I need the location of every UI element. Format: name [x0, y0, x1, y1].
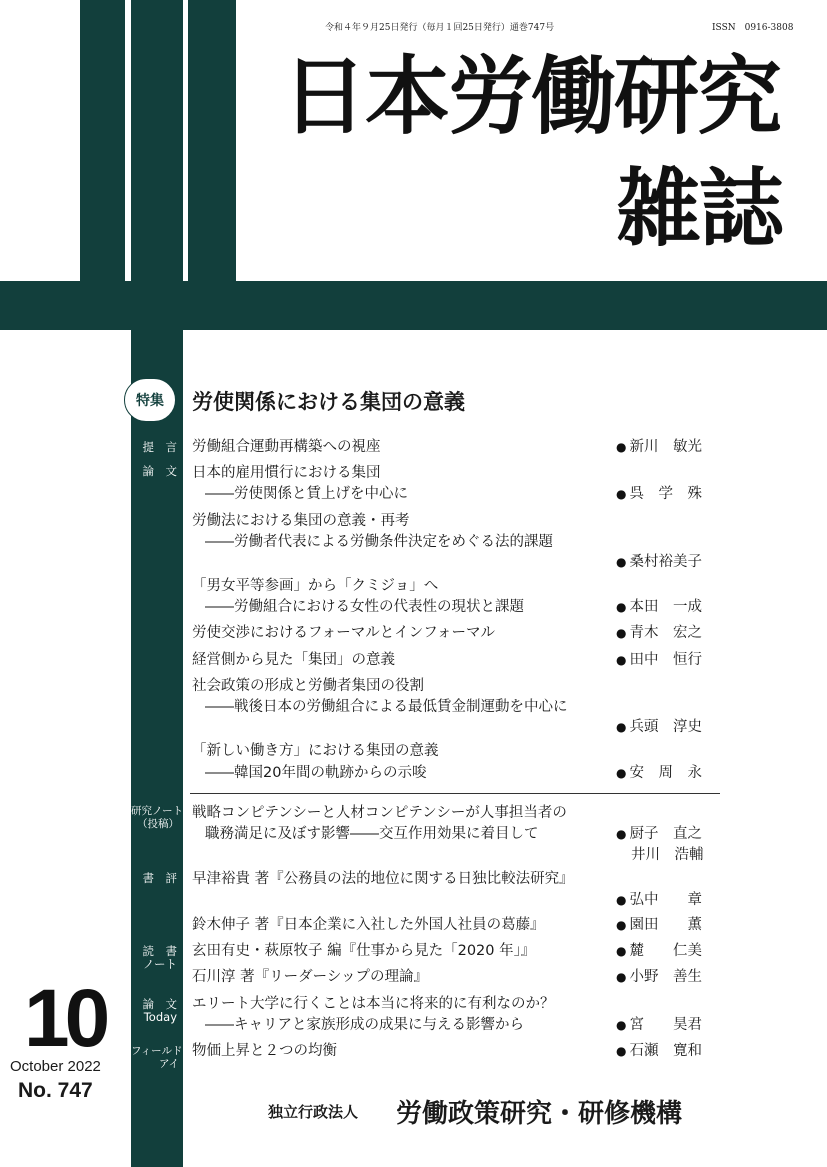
article-author: ● 本田 一成 — [616, 599, 702, 615]
bullet-icon: ● — [616, 555, 627, 569]
article-title: 労働法における集団の意義・再考 — [192, 513, 410, 529]
horizontal-band-left — [0, 281, 131, 330]
publisher-prefix: 独立行政法人 — [268, 1103, 359, 1121]
article-author: ● 石瀬 寛和 — [616, 1043, 702, 1059]
section-label-teigen: 提 言 — [142, 440, 177, 454]
section-label-ronbun: 論 文 — [142, 464, 177, 478]
article-title: 鈴木伸子 著『日本企業に入社した外国人社員の葛藤』 — [192, 917, 545, 933]
bullet-icon: ● — [616, 440, 627, 454]
article-author: ● 麓 仁美 — [616, 943, 702, 959]
issn: ISSN 0916-3808 — [712, 23, 794, 33]
feature-title: 労使関係における集団の意義 — [192, 390, 465, 414]
bullet-icon: ● — [616, 600, 627, 614]
section-divider — [190, 793, 720, 794]
bullet-icon: ● — [616, 1018, 627, 1032]
article-author: ● 田中 恒行 — [616, 652, 702, 668]
article-author: ● 新川 敏光 — [616, 439, 702, 455]
bullet-icon: ● — [616, 944, 627, 958]
bullet-icon: ● — [616, 970, 627, 984]
bullet-icon: ● — [616, 766, 627, 780]
article-subtitle: ――韓国20年間の軌跡からの示唆 — [205, 765, 427, 781]
article-subtitle: ――戦後日本の労働組合による最低賃金制運動を中心に — [205, 699, 568, 715]
section-label-dokusho-note: 読 書 ノート — [142, 944, 177, 971]
article-title: 労働組合運動再構築への視座 — [192, 439, 381, 455]
section-label-kenkyu-note: 研究ノート （投稿） — [131, 805, 184, 830]
article-author: ● 兵頭 淳史 — [616, 719, 702, 735]
section-label-shohyo: 書 評 — [142, 871, 177, 885]
article-subtitle: ――労働者代表による労働条件決定をめぐる法的課題 — [205, 534, 553, 550]
article-title: 「新しい働き方」における集団の意義 — [192, 743, 439, 759]
article-subtitle: ――キャリアと家族形成の成果に与える影響から — [205, 1017, 524, 1033]
article-author: 井川 浩輔 — [631, 847, 704, 863]
article-author: ● 安 周 永 — [616, 765, 702, 781]
issue-no: No. 747 — [18, 1079, 93, 1102]
journal-title-line1: 日本労働研究 — [282, 48, 781, 147]
article-title: 社会政策の形成と労働者集団の役割 — [192, 678, 424, 694]
article-title: 早津裕貴 著『公務員の法的地位に関する日独比較法研究』 — [192, 871, 574, 887]
publisher-name: 労働政策研究・研修機構 — [396, 1099, 683, 1129]
center-vertical-bar — [131, 0, 193, 1167]
section-label-ronbun-today: 論 文 Today — [142, 997, 177, 1024]
article-title: エリート大学に行くことは本当に将来的に有利なのか？ — [192, 996, 555, 1012]
article-subtitle: ――労使関係と賃上げを中心に — [205, 486, 408, 502]
article-author: ● 宮 昊君 — [616, 1017, 702, 1033]
article-author: ● 桑村裕美子 — [616, 554, 702, 570]
article-subtitle: 職務満足に及ぼす影響――交互作用効果に着目して — [205, 826, 539, 842]
article-title: 戦略コンピテンシーと人材コンピテンシーが人事担当者の — [192, 805, 567, 821]
issue-month: October 2022 — [10, 1058, 101, 1075]
bullet-icon: ● — [616, 720, 627, 734]
bullet-icon: ● — [616, 918, 627, 932]
bullet-icon: ● — [616, 1044, 627, 1058]
bullet-icon: ● — [616, 653, 627, 667]
article-title: 物価上昇と２つの均衡 — [192, 1043, 337, 1059]
feature-badge-label: 特集 — [136, 393, 164, 409]
feature-badge — [124, 378, 176, 422]
article-author: ● 園田 薫 — [616, 917, 702, 933]
article-author: ● 呉 学 殊 — [616, 486, 702, 502]
article-title: 「男女平等参画」から「クミジョ」へ — [192, 578, 439, 594]
article-subtitle: ――労働組合における女性の代表性の現状と課題 — [205, 599, 524, 615]
horizontal-band-right — [183, 281, 827, 330]
article-author: ● 青木 宏之 — [616, 625, 702, 641]
article-title: 石川淳 著『リーダーシップの理論』 — [192, 969, 429, 985]
section-label-field-eye: フィールド・ アイ — [131, 1045, 193, 1070]
article-title: 経営側から見た「集団」の意義 — [192, 652, 395, 668]
bullet-icon: ● — [616, 626, 627, 640]
article-author: ● 弘中 章 — [616, 892, 702, 908]
article-title: 日本的雇用慣行における集団 — [192, 465, 381, 481]
bullet-icon: ● — [616, 487, 627, 501]
issue-number: 10 — [24, 973, 106, 1064]
bullet-icon: ● — [616, 893, 627, 907]
article-author: ● 厨子 直之 — [616, 826, 702, 842]
article-title: 玄田有史・萩原牧子 編『仕事から見た「2020 年」』 — [192, 943, 536, 959]
article-author: ● 小野 善生 — [616, 969, 702, 985]
journal-title-line2: 雑誌 — [616, 160, 783, 259]
article-title: 労使交渉におけるフォーマルとインフォーマル — [192, 625, 496, 641]
publication-info: 令和４年９月25日発行（毎月１回25日発行）通巻747号 — [325, 23, 555, 33]
bullet-icon: ● — [616, 827, 627, 841]
